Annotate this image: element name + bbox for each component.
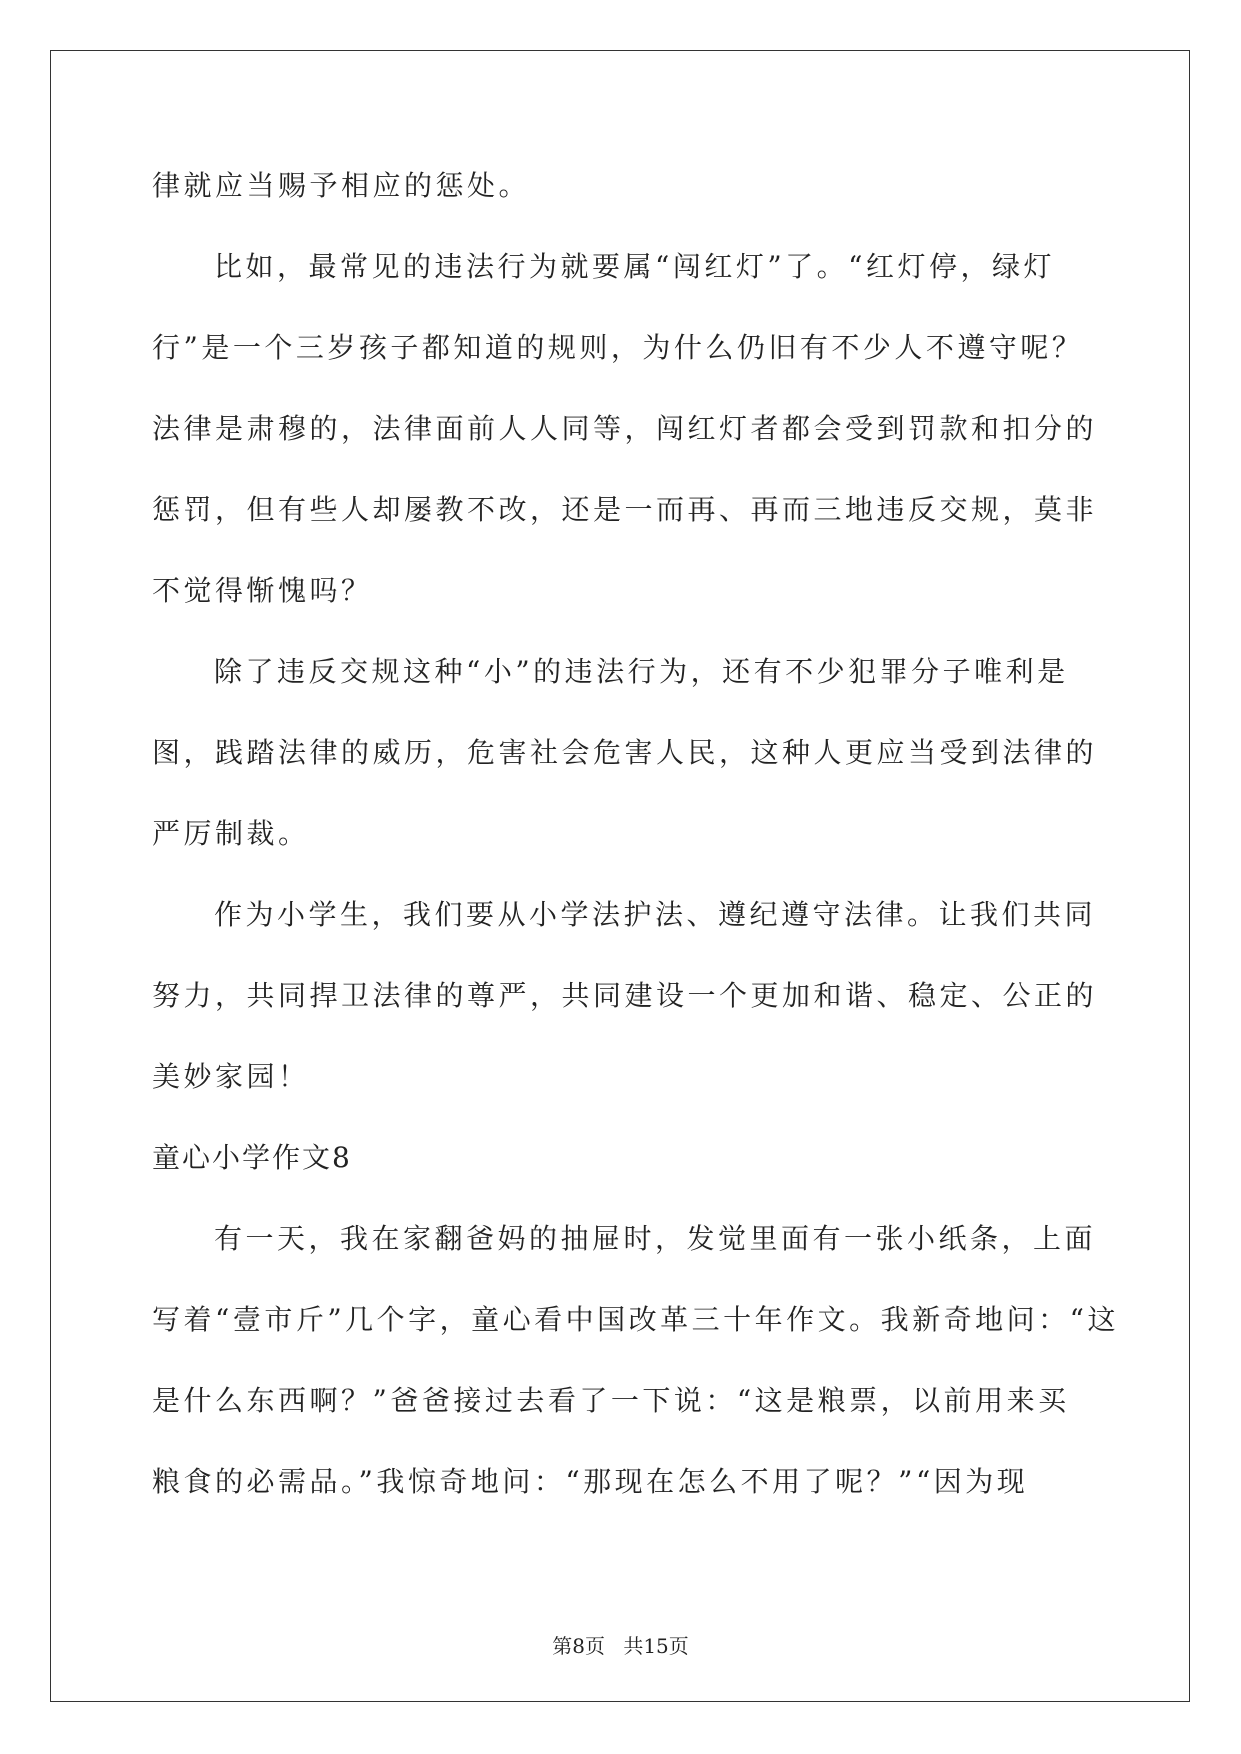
paragraph-start-line: 有一天，我在家翻爸妈的抽屉时，发觉里面有一张小纸条，上面 [214,1222,1097,1255]
paragraph-start-line: 比如，最常见的违法行为就要属“闯红灯”了。“红灯停，绿灯 [214,250,1055,283]
text-line: 是什么东西啊？”爸爸接过去看了一下说：“这是粮票，以前用来买 [152,1384,1070,1417]
text-line: 粮食的必需品。”我惊奇地问：“那现在怎么不用了呢？”“因为现 [152,1465,1029,1498]
paragraph-start-line: 除了违反交规这种“小”的违法行为，还有不少犯罪分子唯利是 [214,655,1069,688]
text-line: 惩罚，但有些人却屡教不改，还是一而再、再而三地违反交规，莫非 [152,493,1098,526]
text-line: 努力，共同捍卫法律的尊严，共同建设一个更加和谐、稳定、公正的 [152,979,1098,1012]
text-line: 美妙家园！ [152,1060,310,1093]
text-line: 写着“壹市斤”几个字，童心看中国改革三十年作文。我新奇地问：“这 [152,1303,1119,1336]
text-line: 图，践踏法律的威历，危害社会危害人民，这种人更应当受到法律的 [152,736,1098,769]
text-line: 不觉得惭愧吗？ [152,574,373,607]
text-line: 严厉制裁。 [152,817,310,850]
page-footer: 第8页 共15页 [552,1634,689,1658]
paragraph-start-line: 作为小学生，我们要从小学法护法、遵纪遵守法律。让我们共同 [214,898,1097,931]
text-line: 律就应当赐予相应的惩处。 [152,169,531,202]
text-line: 法律是肃穆的，法律面前人人同等，闯红灯者都会受到罚款和扣分的 [152,412,1098,445]
text-line: 行”是一个三岁孩子都知道的规则，为什么仍旧有不少人不遵守呢？ [152,331,1084,364]
section-heading: 童心小学作文8 [152,1141,352,1174]
document-body [152,162,1119,1539]
